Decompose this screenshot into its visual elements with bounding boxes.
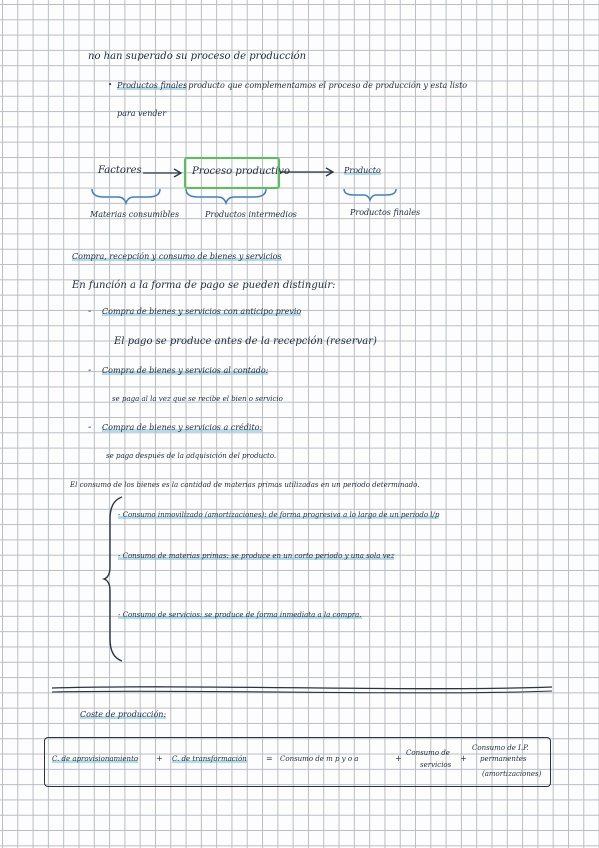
- separator-line-1: [52, 687, 552, 689]
- dash-3: -: [88, 422, 92, 433]
- note-credito: se paga después de la adquisición del producto.: [106, 452, 277, 460]
- compra-anticipo: Compra de bienes y servicios con anticipo previo: [102, 307, 302, 316]
- flow-factores: Factores: [98, 165, 142, 176]
- dash-2: -: [88, 365, 92, 376]
- note-contado: se paga al la vez que se recibe el bien o servicio: [112, 395, 283, 403]
- formula-ip-c: (amortizaciones): [482, 770, 542, 778]
- intro-forma-pago: En función a la forma de pago se pueden distinguir:: [72, 280, 336, 291]
- line-no-han-superado: no han superado su proceso de producción: [88, 51, 307, 62]
- bullet-dot: •: [108, 81, 113, 89]
- consumo-brace: [104, 497, 122, 661]
- consumo-servicios: - Consumo de servicios: se produce de forma inmediata a la compra.: [118, 611, 362, 619]
- formula-aprovisionamiento: C. de aprovisionamiento: [52, 755, 139, 763]
- brace-finales: [344, 189, 396, 200]
- consumo-inmovilizado: - Consumo inmovilizado (amortizaciones): de forma progresiva a lo largo de un periodo l/p: [118, 511, 440, 519]
- formula-consumo-mp: Consumo de m p y o a: [280, 755, 359, 763]
- separator-line-2: [52, 691, 552, 693]
- formula-ip-a: Consumo de I.P.: [472, 744, 529, 752]
- formula-plus-1: +: [156, 754, 163, 763]
- heading-compra: Compra, recepción y consumo de bienes y servicios: [72, 252, 282, 261]
- consumo-intro: El consumo de los bienes es la cantidad de materias primas utilizadas en un periodo determinado.: [70, 481, 420, 489]
- label-productos-intermedios: Productos intermedios: [205, 210, 297, 219]
- consumo-materias-primas: - Consumo de materias primas: se produce en un corto periodo y una sola vez: [118, 552, 395, 560]
- formula-ip-b: permanentes: [480, 755, 527, 763]
- formula-plus-2: +: [395, 754, 402, 763]
- flow-producto: Producto: [344, 166, 381, 175]
- formula-transformacion: C. de transformación: [172, 755, 247, 763]
- compra-contado: Compra de bienes y servicios al contado:: [102, 366, 269, 375]
- line-para-vender: para vender: [117, 109, 167, 118]
- brace-intermedios: [186, 189, 266, 203]
- term-productos-finales: Productos finales: [117, 81, 188, 90]
- note-anticipo: El pago se produce antes de la recepción (reservar): [114, 336, 377, 347]
- formula-plus-3: +: [460, 754, 467, 763]
- compra-credito: Compra de bienes y servicios a crédito:: [102, 423, 263, 432]
- def-productos-finales: : producto que complementamos el proceso de producción y esta listo: [183, 81, 468, 90]
- coste-heading: Coste de producción:: [80, 710, 167, 719]
- formula-consumo-servicios-a: Consumo de: [406, 749, 450, 757]
- flow-proceso: Proceso productivo: [192, 166, 290, 177]
- formula-equals: =: [266, 754, 273, 763]
- brace-materias: [92, 189, 160, 203]
- dash-1: -: [88, 306, 92, 317]
- label-materias-consumibles: Materias consumibles: [90, 210, 180, 219]
- formula-consumo-servicios-b: servicios: [420, 761, 452, 769]
- label-productos-finales: Productos finales: [350, 208, 421, 217]
